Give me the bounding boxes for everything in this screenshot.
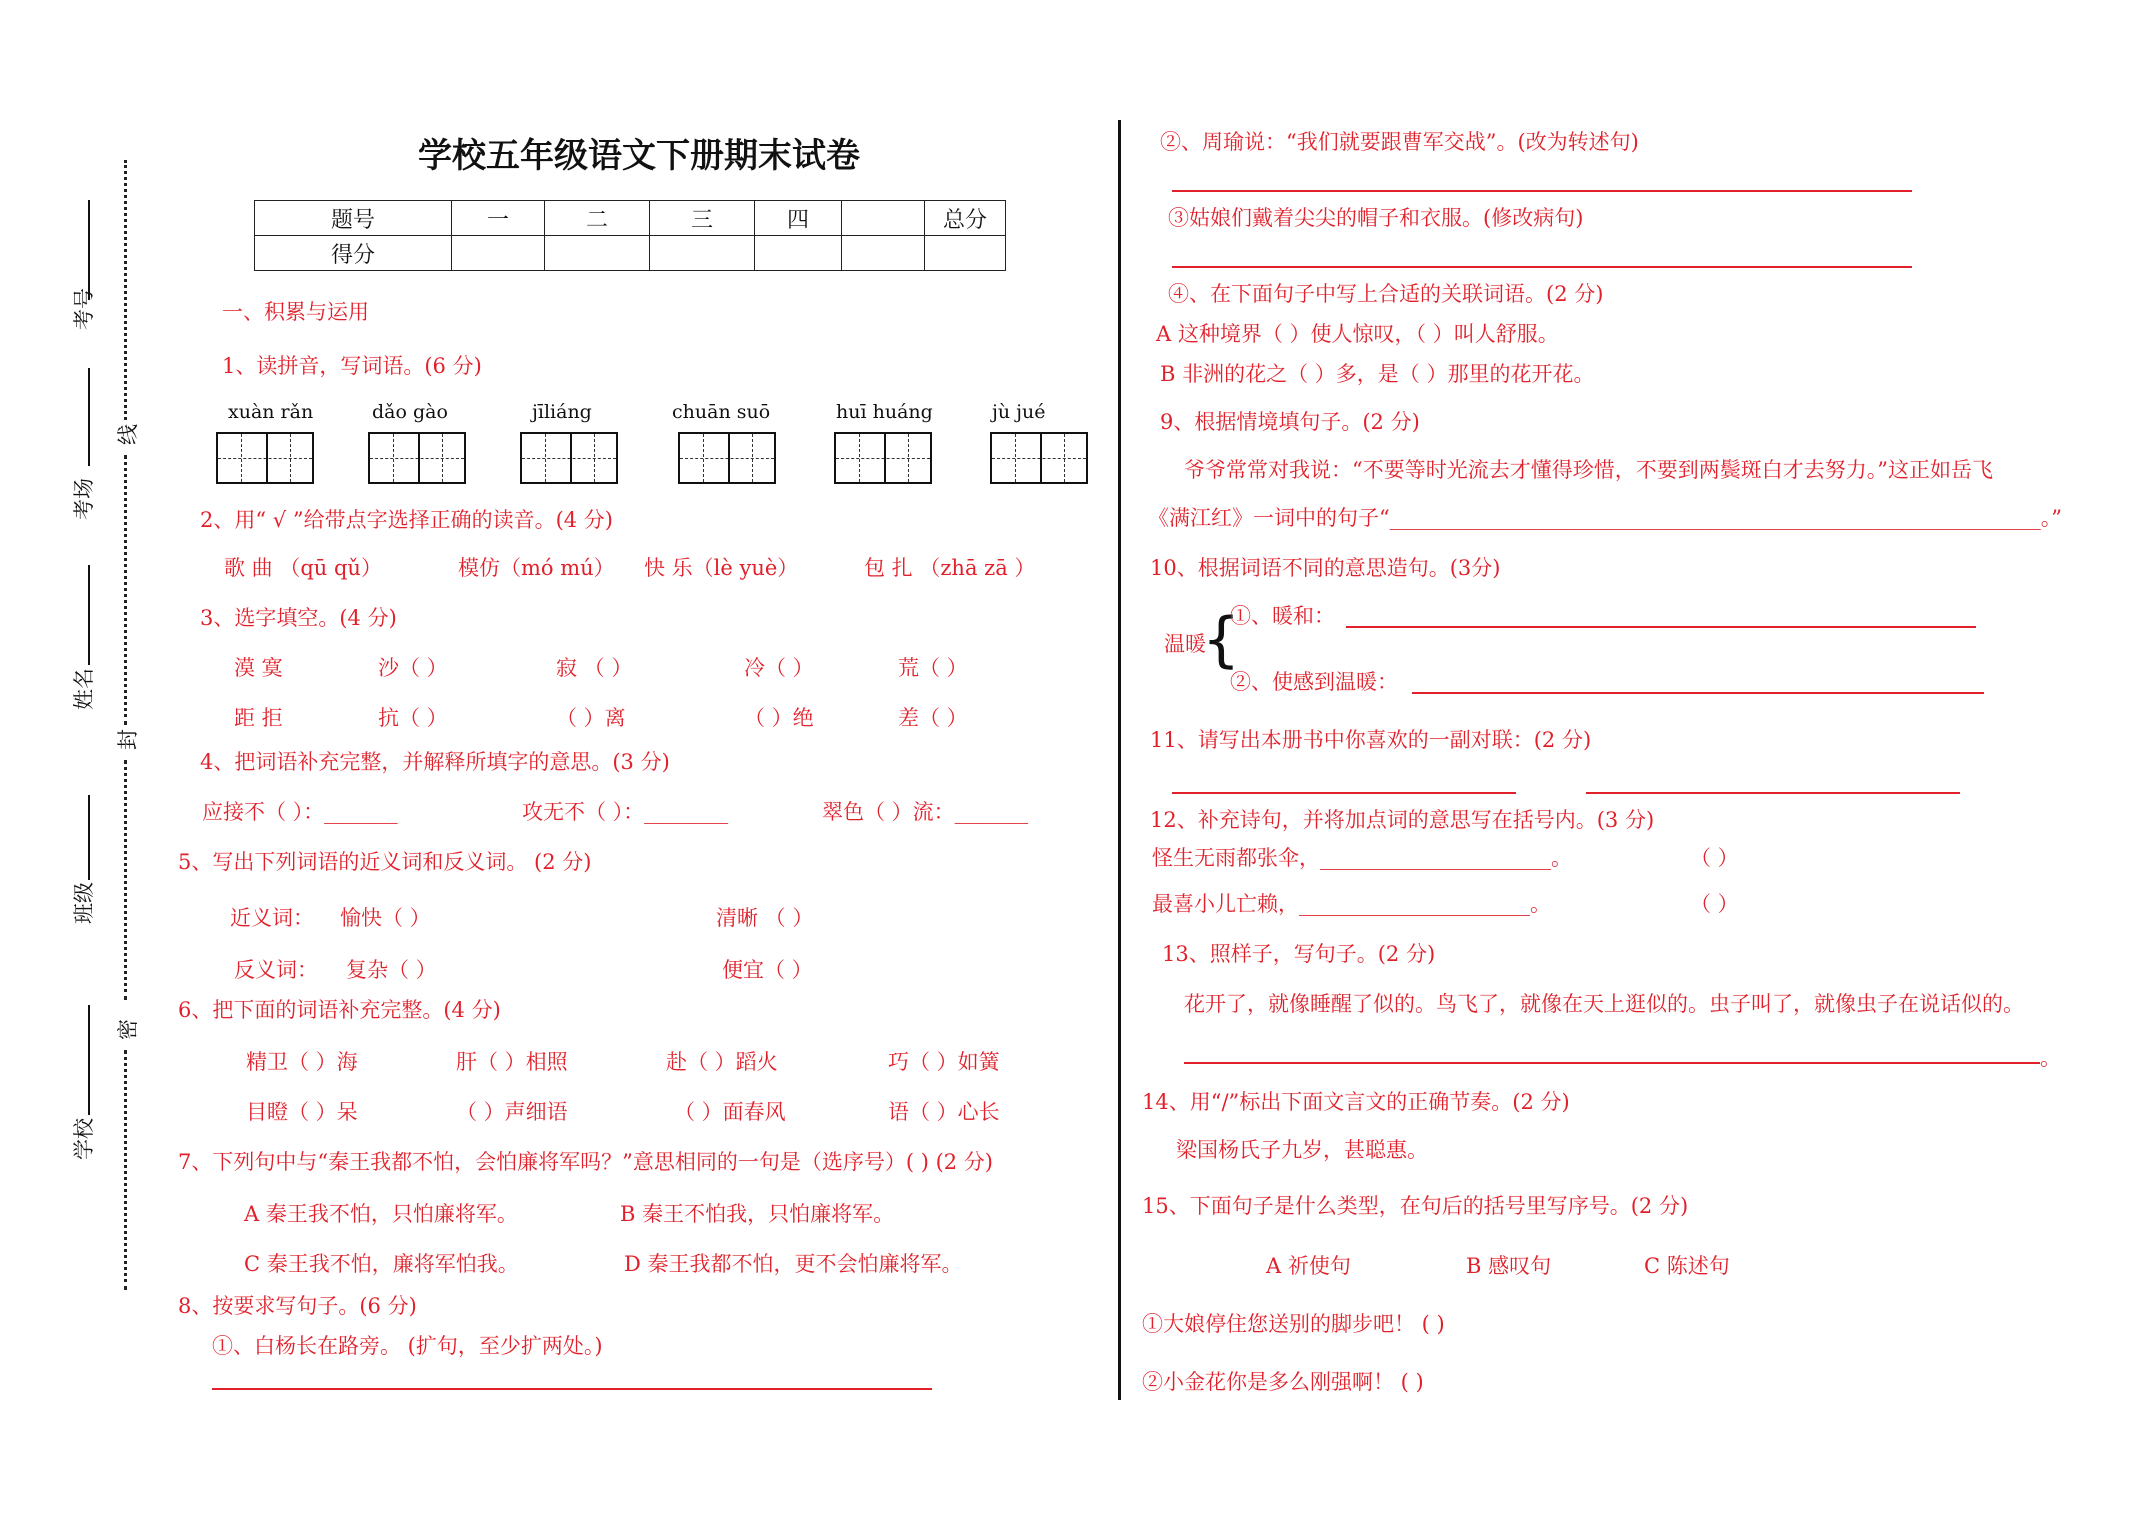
tianzige-box[interactable] — [990, 432, 1088, 484]
question-13: 13、照样子，写句子。(2 分) — [1162, 942, 1436, 966]
brace-icon: { — [1202, 605, 1241, 675]
side-banji: 班级 — [72, 882, 96, 924]
side-line — [88, 795, 90, 880]
q3-row1-item: 沙（ ） — [378, 656, 448, 680]
q2-item-2: 模仿（mó mú） — [458, 556, 615, 580]
q8-part-4-a: A 这种境界（ ）使人惊叹，（ ）叫人舒服。 — [1156, 322, 1559, 346]
section-1-heading: 一、积累与运用 — [222, 300, 369, 324]
q5-antonym-1: 复杂（ ） — [346, 958, 437, 982]
q6-row2-item: （ ）声细语 — [456, 1100, 568, 1124]
pinyin-4: chuān suō — [672, 401, 771, 423]
question-9: 9、根据情境填句子。(2 分) — [1160, 410, 1420, 434]
side-xuexiao: 学校 — [72, 1118, 96, 1160]
tianzige-box[interactable] — [520, 432, 618, 484]
side-xian: 线 — [116, 424, 140, 445]
answer-line[interactable] — [1172, 190, 1912, 192]
answer-line[interactable] — [212, 1388, 932, 1390]
pinyin-3: jīliáng — [532, 401, 592, 423]
score-cell[interactable] — [755, 236, 842, 271]
question-3: 3、选字填空。(4 分) — [200, 606, 397, 630]
question-15: 15、下面句子是什么类型，在句后的括号里写序号。(2 分) — [1142, 1194, 1689, 1218]
pinyin-1: xuàn rǎn — [228, 401, 314, 423]
question-14: 14、用“/”标出下面文言文的正确节奏。(2 分) — [1142, 1090, 1570, 1114]
question-2: 2、用“ √ ”给带点字选择正确的读音。(4 分) — [200, 508, 613, 532]
q9-text-1: 爷爷常常对我说：“不要等时光流去才懂得珍惜，不要到两鬓斑白才去努力。”这正如岳飞 — [1184, 458, 1993, 482]
q15-option-c: C 陈述句 — [1644, 1254, 1730, 1278]
seal-dotted-line — [124, 760, 127, 1000]
q12-line-1: 怪生无雨都张伞，______________________。 — [1152, 846, 1572, 870]
q8-part-2: ②、周瑜说：“我们就要跟曹军交战”。(改为转述句) — [1160, 130, 1639, 154]
q5-synonym-label: 近义词： — [230, 906, 314, 930]
q14-text: 梁国杨氏子九岁，甚聪惠。 — [1176, 1138, 1428, 1162]
score-header-cell: 题号 — [255, 201, 452, 236]
q13-period: 。 — [2040, 1046, 2061, 1070]
q6-row2-item: 目瞪（ ）呆 — [246, 1100, 358, 1124]
score-header-cell: 一 — [452, 201, 545, 236]
score-cell[interactable] — [452, 236, 545, 271]
q3-row1-item: 寂 （ ） — [556, 656, 633, 680]
q10-meaning-1: ①、暖和： — [1230, 604, 1335, 628]
seal-dotted-line — [124, 1050, 127, 1290]
answer-line[interactable] — [1346, 626, 1976, 628]
q6-row1-item: 赴（ ）蹈火 — [666, 1050, 778, 1074]
question-1: 1、读拼音，写词语。(6 分) — [222, 354, 482, 378]
question-8: 8、按要求写句子。(6 分) — [178, 1294, 417, 1318]
q8-part-1: ①、白杨长在路旁。 (扩句，至少扩两处。) — [212, 1334, 603, 1358]
score-cell[interactable] — [925, 236, 1006, 271]
score-header-cell: 四 — [755, 201, 842, 236]
question-5: 5、写出下列词语的近义词和反义词。 (2 分) — [178, 850, 592, 874]
q12-line-2: 最喜小儿亡赖，______________________。 — [1152, 892, 1551, 916]
score-header-cell: 三 — [650, 201, 755, 236]
q3-row2-item: （ ）离 — [556, 706, 626, 730]
q3-row1-item: 冷（ ） — [744, 656, 814, 680]
answer-line[interactable] — [1586, 792, 1960, 794]
q7-option-c: C 秦王我不怕，廉将军怕我。 — [244, 1252, 519, 1276]
side-line — [88, 200, 90, 300]
question-11: 11、请写出本册书中你喜欢的一副对联：(2 分) — [1150, 728, 1592, 752]
q2-item-1: 歌 曲 （qū qǔ） — [224, 556, 382, 580]
q5-antonym-label: 反义词： — [234, 958, 318, 982]
q7-option-d: D 秦王我都不怕，更不会怕廉将军。 — [624, 1252, 963, 1276]
q8-part-4-b: B 非洲的花之（ ）多，是（ ）那里的花开花。 — [1160, 362, 1595, 386]
q3-options-2: 距 拒 — [234, 706, 283, 730]
q10-meaning-2: ②、使感到温暖： — [1230, 670, 1398, 694]
answer-line[interactable] — [1184, 1062, 2040, 1064]
question-12: 12、补充诗句，并将加点词的意思写在括号内。(3 分) — [1150, 808, 1655, 832]
side-xingming: 姓名 — [72, 668, 96, 710]
pinyin-5: huī huáng — [836, 401, 933, 423]
score-cell[interactable] — [545, 236, 650, 271]
answer-line[interactable] — [1172, 266, 1912, 268]
q4-item-3: 翠色（ ）流：_______ — [822, 800, 1029, 824]
q6-row1-item: 肝（ ）相照 — [456, 1050, 568, 1074]
score-header-cell: 总分 — [925, 201, 1006, 236]
side-mi: 密 — [116, 1019, 140, 1040]
q15-option-b: B 感叹句 — [1466, 1254, 1552, 1278]
q2-item-4: 包 扎 （zhā zā ） — [864, 556, 1036, 580]
page-title: 学校五年级语文下册期末试卷 — [418, 136, 860, 176]
q15-option-a: A 祈使句 — [1266, 1254, 1351, 1278]
side-line — [88, 565, 90, 665]
q3-row1-item: 荒（ ） — [898, 656, 968, 680]
column-divider — [1118, 120, 1121, 1400]
q2-item-3: 快 乐（lè yuè） — [644, 556, 799, 580]
q15-item-1: ①大娘停住您送别的脚步吧！ ( ) — [1142, 1312, 1445, 1336]
score-cell[interactable] — [842, 236, 925, 271]
seal-dotted-line — [124, 160, 127, 420]
q13-example: 花开了，就像睡醒了似的。鸟飞了，就像在天上逛似的。虫子叫了，就像虫子在说话似的。 — [1184, 992, 2024, 1016]
q3-row2-item: 抗（ ） — [378, 706, 448, 730]
tianzige-box[interactable] — [368, 432, 466, 484]
answer-line[interactable] — [1172, 792, 1516, 794]
q6-row1-item: 巧（ ）如簧 — [888, 1050, 1000, 1074]
q3-row2-item: （ ）绝 — [744, 706, 814, 730]
q3-options-1: 漠 寞 — [234, 656, 283, 680]
q9-text-2: 《满江红》一词中的句子“______________________________________________________________。” — [1148, 506, 2062, 530]
side-feng: 封 — [116, 729, 140, 750]
score-header-cell — [842, 201, 925, 236]
q5-antonym-2: 便宜（ ） — [722, 958, 813, 982]
side-line — [88, 1005, 90, 1115]
q3-row2-item: 差（ ） — [898, 706, 968, 730]
q4-item-2: 攻无不（ ）：________ — [522, 800, 729, 824]
side-kaohao: 考号 — [72, 288, 96, 330]
q6-row2-item: 语（ ）心长 — [888, 1100, 1000, 1124]
question-10: 10、根据词语不同的意思造句。(3分) — [1150, 556, 1501, 580]
score-row-label: 得分 — [255, 236, 452, 271]
q12-paren-2: （ ） — [1690, 892, 1739, 916]
question-4: 4、把词语补充完整，并解释所填字的意思。(3 分) — [200, 750, 670, 774]
side-line — [88, 368, 90, 466]
tianzige-box[interactable] — [678, 432, 776, 484]
q7-option-b: B 秦王不怕我，只怕廉将军。 — [620, 1202, 895, 1226]
score-cell[interactable] — [650, 236, 755, 271]
question-6: 6、把下面的词语补充完整。(4 分) — [178, 998, 501, 1022]
q15-item-2: ②小金花你是多么刚强啊！ ( ) — [1142, 1370, 1424, 1394]
question-7: 7、下列句中与“秦王我都不怕，会怕廉将军吗？”意思相同的一句是（选序号）( ) (2 分) — [178, 1150, 993, 1174]
q5-synonym-2: 清晰 （ ） — [716, 906, 814, 930]
q4-item-1: 应接不（ ）：_______ — [202, 800, 398, 824]
q6-row1-item: 精卫（ ）海 — [246, 1050, 358, 1074]
tianzige-box[interactable] — [216, 432, 314, 484]
q8-part-4: ④、在下面句子中写上合适的关联词语。(2 分) — [1168, 282, 1604, 306]
q12-paren-1: （ ） — [1690, 846, 1739, 870]
seal-dotted-line — [124, 455, 127, 725]
score-table-score-row — [255, 236, 1006, 271]
q8-part-3: ③姑娘们戴着尖尖的帽子和衣服。(修改病句) — [1168, 206, 1584, 230]
pinyin-2: dǎo gào — [372, 401, 448, 423]
side-kaochang: 考场 — [72, 478, 96, 520]
answer-line[interactable] — [1412, 692, 1984, 694]
q6-row2-item: （ ）面春风 — [674, 1100, 786, 1124]
score-header-cell: 二 — [545, 201, 650, 236]
score-table-header-row — [255, 201, 1006, 236]
q7-option-a: A 秦王我不怕，只怕廉将军。 — [244, 1202, 518, 1226]
q10-word: 温暖 — [1164, 632, 1206, 656]
score-table — [254, 200, 1006, 271]
tianzige-box[interactable] — [834, 432, 932, 484]
q5-synonym-1: 愉快（ ） — [340, 906, 431, 930]
pinyin-6: jù jué — [992, 401, 1046, 423]
